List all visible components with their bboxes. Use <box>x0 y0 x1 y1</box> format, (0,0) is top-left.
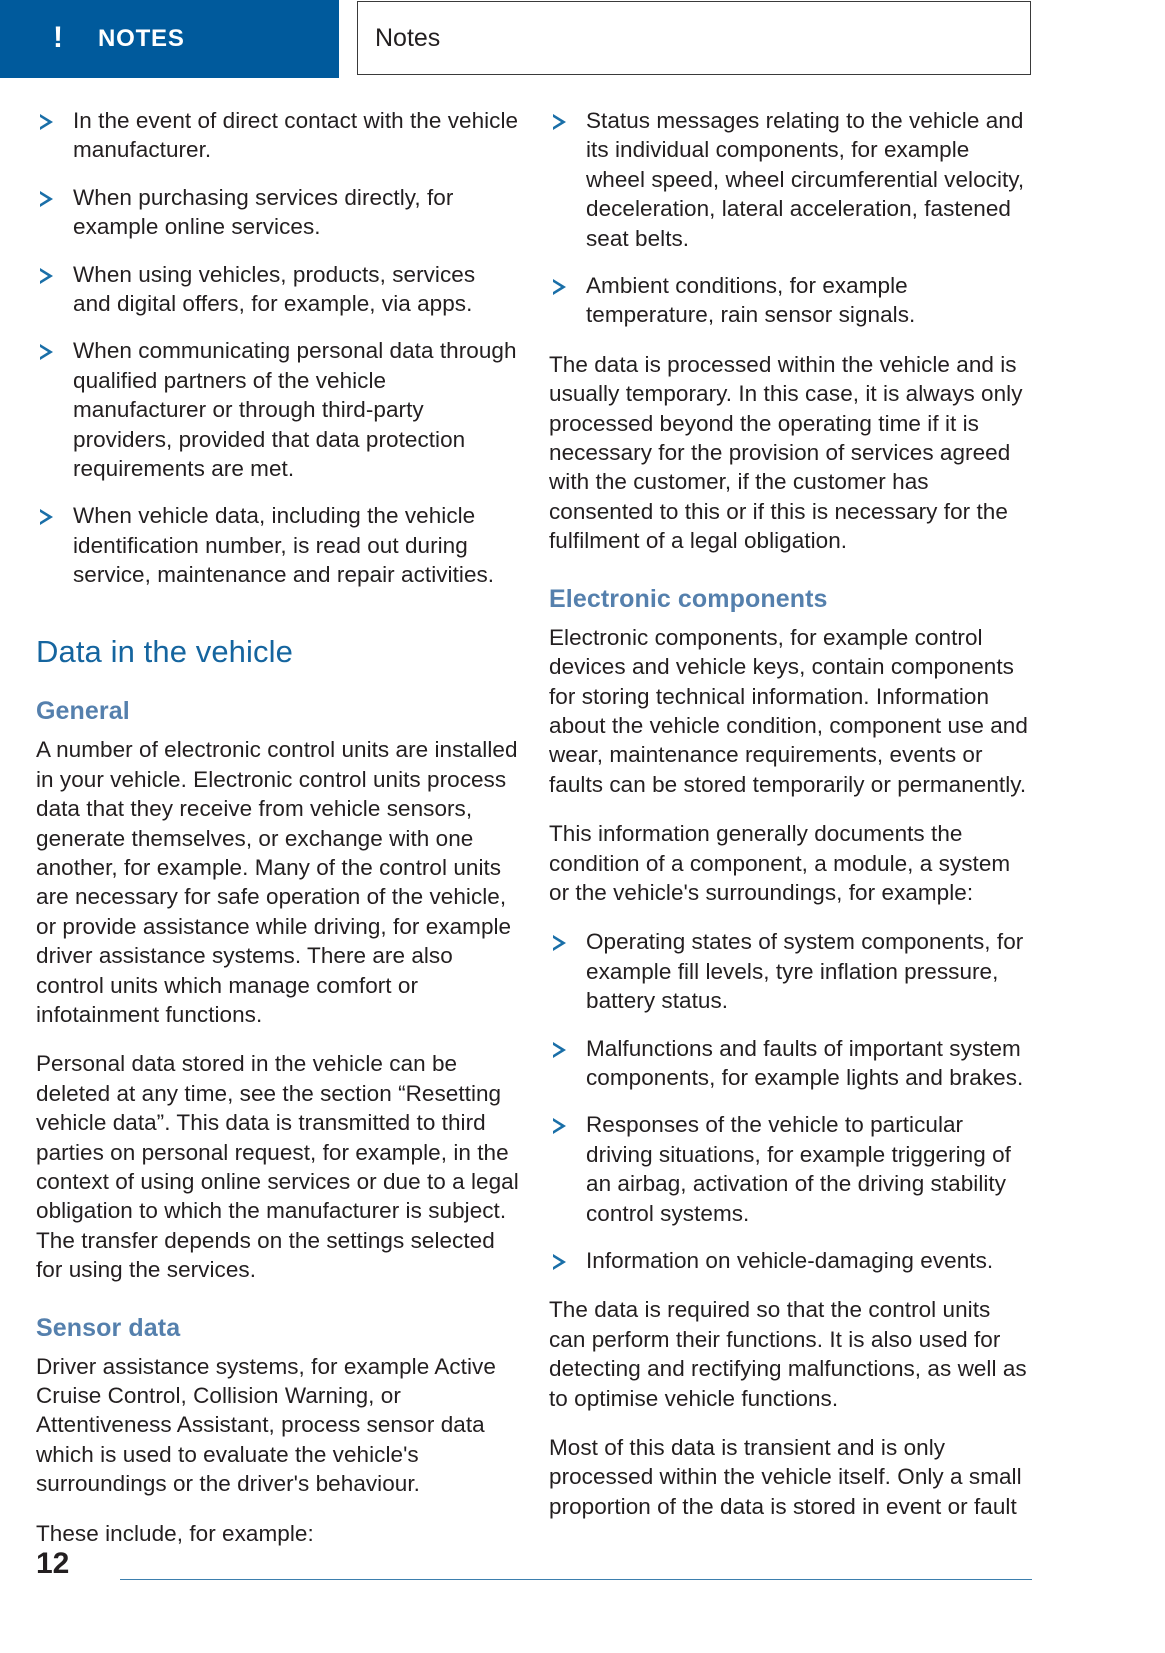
intro-bullet-list <box>36 106 519 590</box>
list-item <box>36 183 519 242</box>
paragraph-electronic-1: Electronic components, for example control devices and vehicle keys, contain components for storing technical information. Information about the vehicle condition, component use and wear, maintenance requirements, events or faults can be stored temporarily or permanently. <box>549 624 1028 797</box>
list-item <box>36 501 519 589</box>
list-item <box>549 927 1032 1015</box>
breadcrumb <box>357 1 1031 75</box>
exclamation-mark-icon: ! <box>53 21 63 54</box>
paragraph-sensor-closing: The data is processed within the vehicle and is usually temporary. In this case, it is always only processed beyond the operating time if it is necessary for the provision of services agreed with the customer, if the customer has consented to this or if this is necessary for the fulfilment of a legal obligation. <box>549 351 1023 554</box>
triangle-bullet-icon <box>40 191 53 207</box>
triangle-bullet-icon <box>40 344 53 360</box>
heading-general: General <box>36 697 130 726</box>
list-item-text: In the event of direct contact with the vehicle manufacturer. <box>73 108 519 163</box>
paragraph-electronic-4: Most of this data is transient and is only processed within the vehicle itself. Only a small proportion of the data is stored in event or fault <box>549 1435 1022 1519</box>
notes-tab[interactable] <box>0 0 339 78</box>
list-item <box>549 1246 1032 1275</box>
list-item-text: Malfunctions and faults of important system components, for example lights and brakes. <box>586 1035 1024 1090</box>
list-item-text: Information on vehicle-damaging events. <box>586 1248 994 1273</box>
sensor-bullet-list <box>549 106 1032 330</box>
paragraph-electronic-3: The data is required so that the control units can perform their functions. It is also used for detecting and rectifying malfunctions, as well as to optimise vehicle functions. <box>549 1297 1027 1411</box>
list-item-text: Ambient conditions, for example temperature, rain sensor signals. <box>586 273 916 328</box>
triangle-bullet-icon <box>553 1118 566 1134</box>
list-item-text: When communicating personal data through qualified partners of the vehicle manufacturer or through third-party providers, provided that data protection requirements are met. <box>73 338 517 482</box>
list-item <box>36 260 519 319</box>
list-item <box>549 106 1032 253</box>
paragraph-general-1: A number of electronic control units are installed in your vehicle. Electronic control units process data that they receive from vehicle sensors, generate themselves, or exchange with one another, for example. Many of the control units are necessary for safe operation of the vehicle, or provide assistance while driving, for example driver assistance systems. There are also control units which manage comfort or infotainment functions. <box>36 737 518 1027</box>
page-footer <box>0 1549 1165 1599</box>
list-item <box>36 106 519 165</box>
list-item <box>549 1034 1032 1093</box>
page-number: 12 <box>36 1547 70 1580</box>
left-column <box>36 106 519 1548</box>
list-item <box>549 1110 1032 1228</box>
triangle-bullet-icon <box>40 509 53 525</box>
paragraph-general-2: Personal data stored in the vehicle can be deleted at any time, see the section “Resetting vehicle data”. This data is transmitted to third parties on personal request, for example, in the context of using online services or due to a legal obligation to which the manufacturer is subject. The transfer depends on the settings selected for using the services. <box>36 1051 519 1283</box>
list-item-text: Operating states of system components, for example fill levels, tyre inflation pressure, battery status. <box>586 929 1024 1014</box>
list-item-text: When using vehicles, products, services and digital offers, for example, via apps. <box>73 261 476 317</box>
triangle-bullet-icon <box>553 1042 566 1058</box>
list-item <box>36 336 519 483</box>
triangle-bullet-icon <box>553 935 566 951</box>
footer-divider <box>120 1579 1032 1580</box>
breadcrumb-label: Notes <box>375 23 441 52</box>
page-title: Data in the vehicle <box>36 633 293 669</box>
triangle-bullet-icon <box>553 279 566 295</box>
list-item <box>549 271 1032 330</box>
right-column <box>549 106 1032 1521</box>
triangle-bullet-icon <box>553 114 566 130</box>
triangle-bullet-icon <box>553 1254 566 1270</box>
paragraph-electronic-2: This information generally documents the condition of a component, a module, a system or the vehicle's surroundings, for example: <box>549 821 1011 905</box>
list-item-text: Responses of the vehicle to particular driving situations, for example triggering of an airbag, activation of the driving stability control systems. <box>586 1112 1011 1226</box>
list-item-text: Status messages relating to the vehicle and its individual components, for example wheel speed, wheel circumferential velocity, deceleration, lateral acceleration, fastened seat belts. <box>586 108 1025 251</box>
triangle-bullet-icon <box>40 114 53 130</box>
list-item-text: When purchasing services directly, for example online services. <box>73 184 454 240</box>
heading-electronic-components: Electronic components <box>549 584 828 613</box>
paragraph-sensor-2: These include, for example: <box>36 1520 314 1546</box>
page-header <box>0 0 1165 78</box>
electronic-bullet-list <box>549 927 1032 1275</box>
list-item-text: When vehicle data, including the vehicle identification number, is read out during service, maintenance and repair activities. <box>73 503 495 588</box>
heading-sensor-data: Sensor data <box>36 1313 181 1342</box>
triangle-bullet-icon <box>40 268 53 284</box>
paragraph-sensor-1: Driver assistance systems, for example Active Cruise Control, Collision Warning, or Attentiveness Assistant, process sensor data which is used to evaluate the vehicle's surroundings or the driver's behaviour. <box>36 1353 496 1497</box>
notes-tab-label: NOTES <box>98 25 185 52</box>
